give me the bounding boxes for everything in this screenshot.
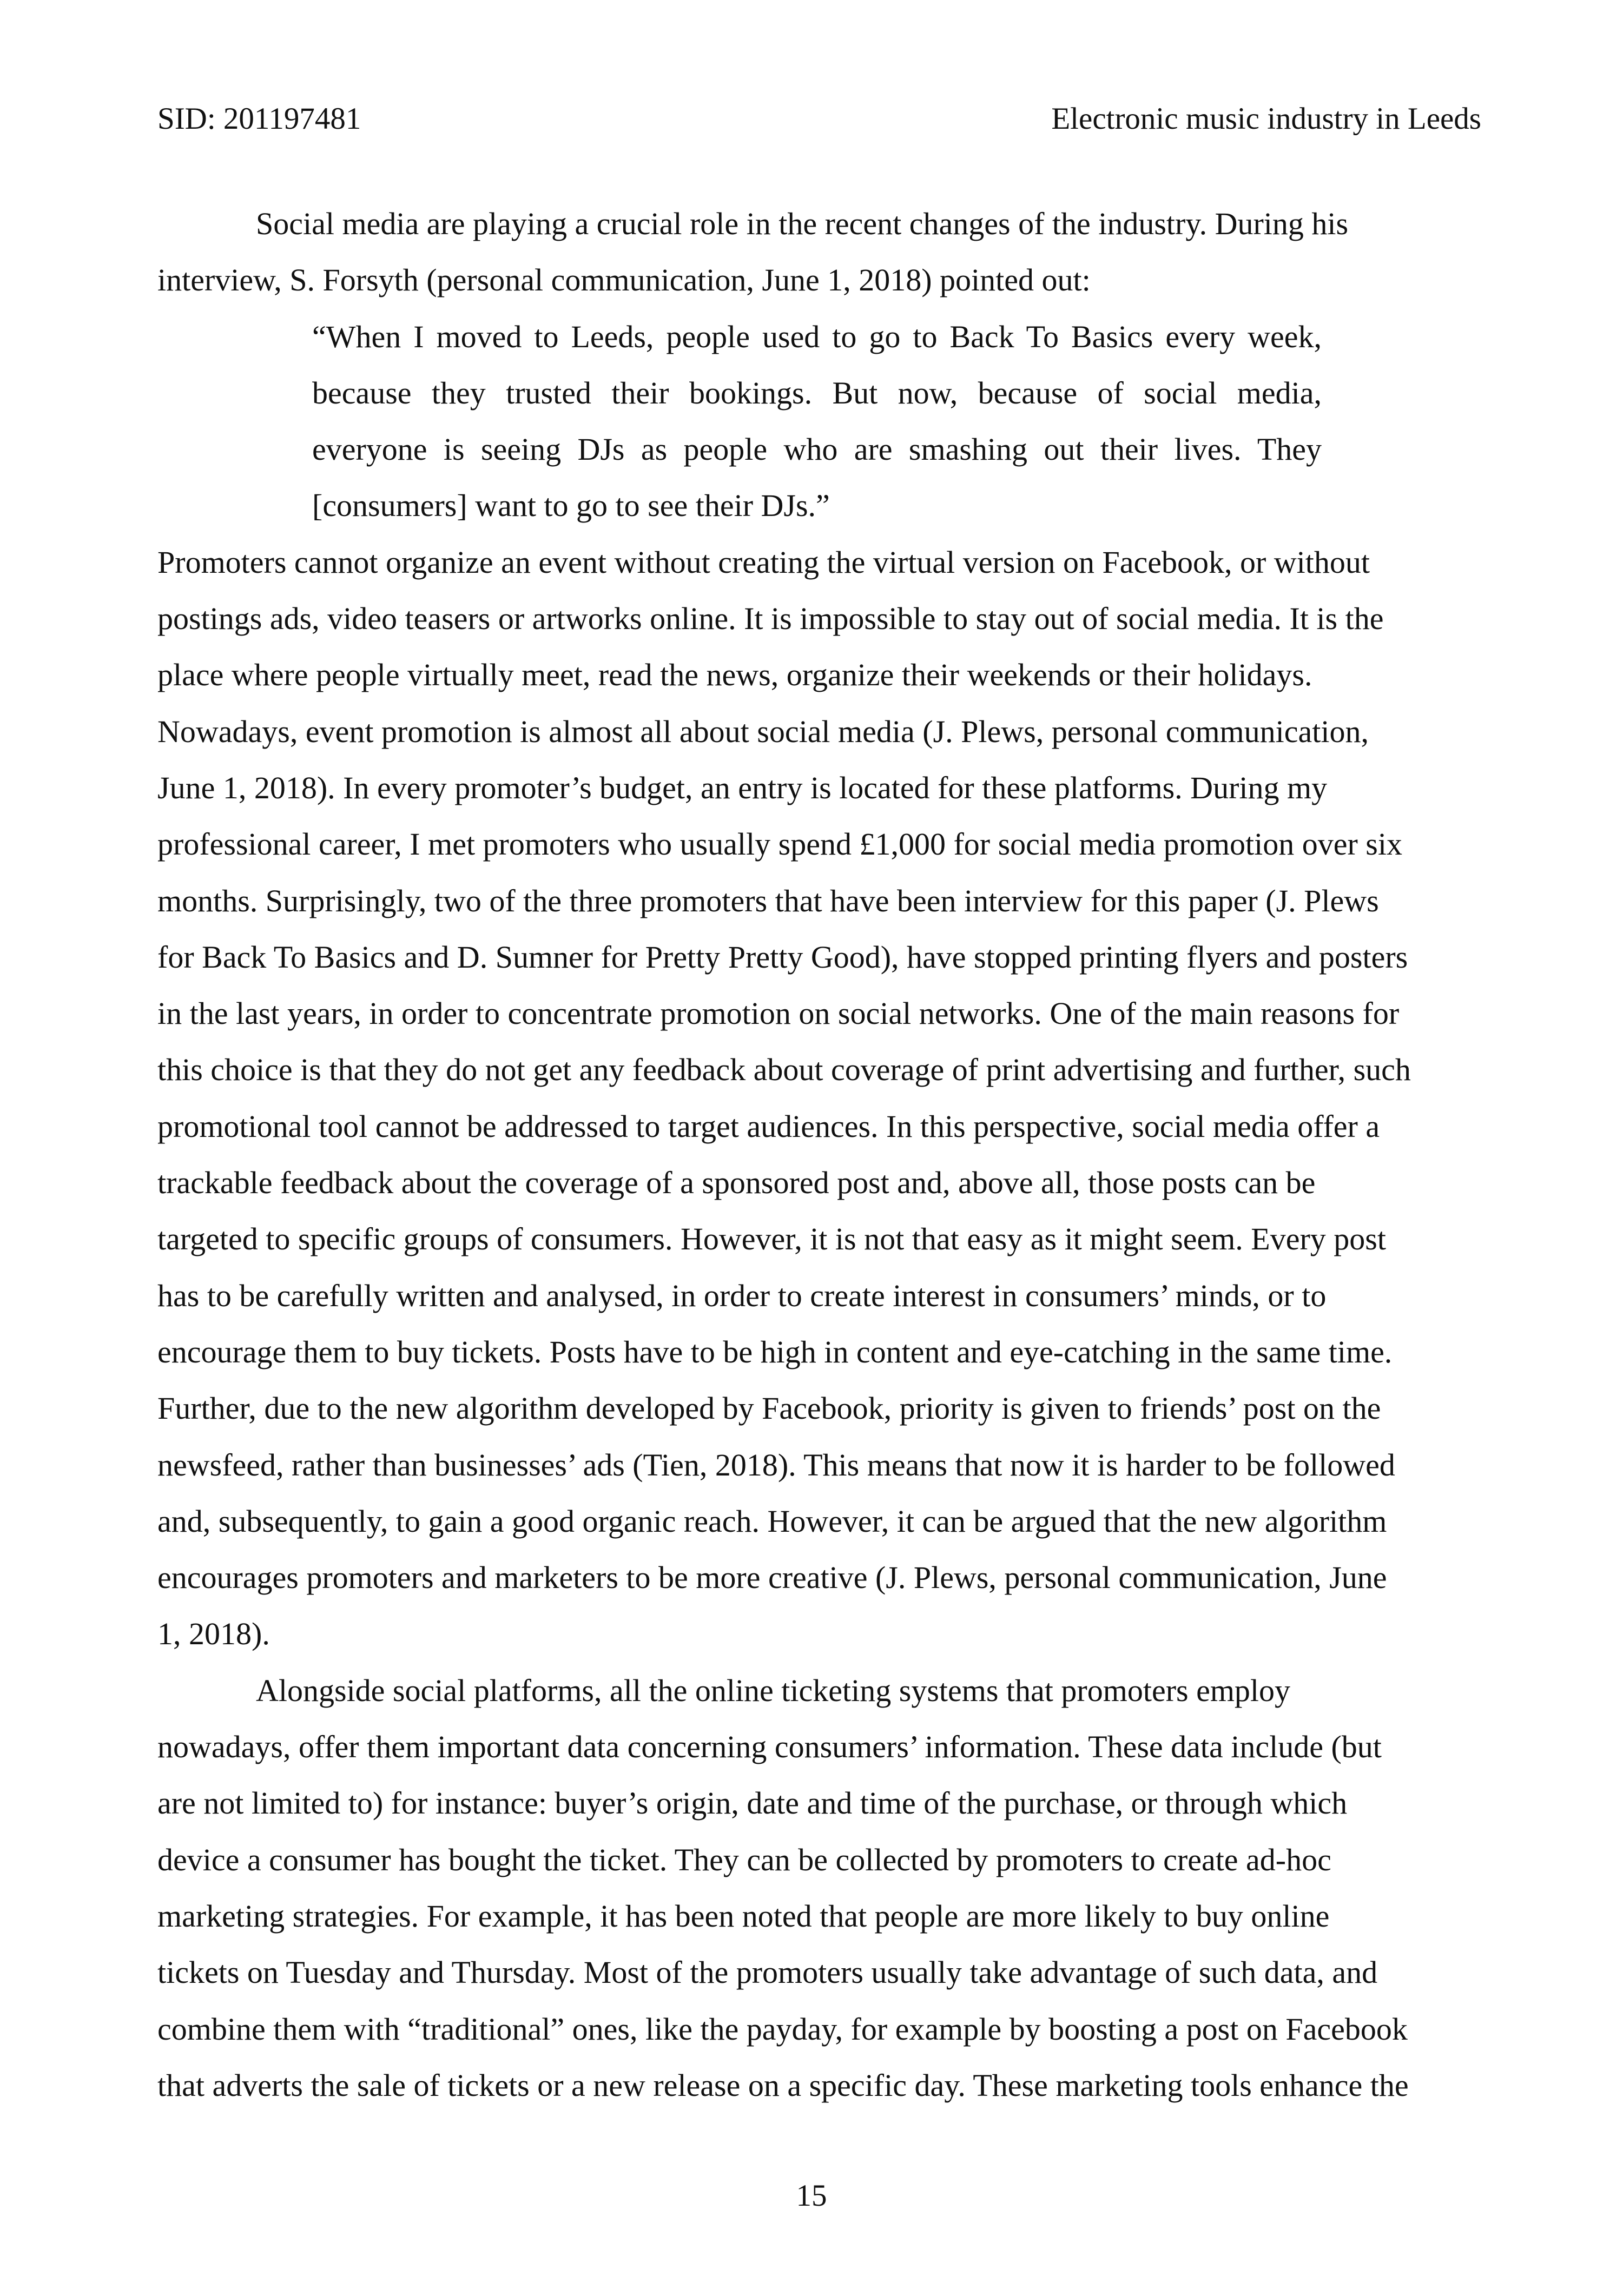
paragraph-line: 1, 2018). xyxy=(157,1616,270,1652)
paragraph-line: are not limited to) for instance: buyer’s origin, date and time of the purchase, or through which xyxy=(157,1785,1348,1821)
paragraph-line: trackable feedback about the coverage of a sponsored post and, above all, those posts can be xyxy=(157,1165,1316,1201)
paragraph-line: Nowadays, event promotion is almost all about social media (J. Plews, personal communication, xyxy=(157,713,1369,749)
paragraph-line: nowadays, offer them important data concerning consumers’ information. These data include (but xyxy=(157,1729,1382,1765)
body-text xyxy=(157,196,1481,2114)
paragraph-line: newsfeed, rather than businesses’ ads (Tien, 2018). This means that now it is harder to be followed xyxy=(157,1447,1395,1483)
paragraph-line: combine them with “traditional” ones, like the payday, for example by boosting a post on Facebook xyxy=(157,2011,1408,2047)
paragraph-line: promotional tool cannot be addressed to target audiences. In this perspective, social media offer a xyxy=(157,1108,1380,1144)
paragraph-line: Alongside social platforms, all the online ticketing systems that promoters employ xyxy=(256,1672,1291,1708)
paragraph-line: has to be carefully written and analysed, in order to create interest in consumers’ minds, or to xyxy=(157,1278,1327,1313)
paragraph-line: that adverts the sale of tickets or a new release on a specific day. These marketing tools enhance the xyxy=(157,2067,1409,2103)
quote-line: “When I moved to Leeds, people used to go to Back To Basics every week, xyxy=(312,319,1322,354)
paragraph-line: and, subsequently, to gain a good organic reach. However, it can be argued that the new algorithm xyxy=(157,1503,1387,1539)
paragraph-line: Social media are playing a crucial role in the recent changes of the industry. During his xyxy=(256,206,1349,241)
paragraph-line: encourages promoters and marketers to be more creative (J. Plews, personal communication, June xyxy=(157,1560,1387,1596)
paragraph-line: months. Surprisingly, two of the three promoters that have been interview for this paper (J. Plews xyxy=(157,883,1379,918)
paragraph-line: tickets on Tuesday and Thursday. Most of the promoters usually take advantage of such data, and xyxy=(157,1955,1378,1990)
running-title: Electronic music industry in Leeds xyxy=(1051,102,1481,136)
paragraph-line: Further, due to the new algorithm developed by Facebook, priority is given to friends’ post on the xyxy=(157,1391,1381,1426)
student-id: SID: 201197481 xyxy=(157,102,361,136)
quote-line: everyone is seeing DJs as people who are smashing out their lives. They xyxy=(312,432,1322,467)
paragraph-line: targeted to specific groups of consumers. However, it is not that easy as it might seem. Every post xyxy=(157,1221,1386,1257)
paragraph-line: marketing strategies. For example, it has been noted that people are more likely to buy online xyxy=(157,1898,1330,1934)
quote-line: [consumers] want to go to see their DJs.” xyxy=(312,488,830,524)
paragraph-line: place where people virtually meet, read the news, organize their weekends or their holidays. xyxy=(157,657,1312,693)
paragraph-line: in the last years, in order to concentrate promotion on social networks. One of the main reasons for xyxy=(157,996,1400,1031)
paragraph-line: encourage them to buy tickets. Posts have to be high in content and eye-catching in the same time. xyxy=(157,1334,1393,1369)
paragraph-line: Promoters cannot organize an event without creating the virtual version on Facebook, or without xyxy=(157,544,1370,580)
paragraph-line: professional career, I met promoters who usually spend £1,000 for social media promotion over six xyxy=(157,826,1402,862)
paragraph-line: device a consumer has bought the ticket. They can be collected by promoters to create ad-hoc xyxy=(157,1842,1331,1877)
paragraph-line: for Back To Basics and D. Sumner for Pretty Pretty Good), have stopped printing flyers and posters xyxy=(157,939,1408,975)
paragraph-line: this choice is that they do not get any feedback about coverage of print advertising and further, such xyxy=(157,1052,1411,1088)
quote-line: because they trusted their bookings. But now, because of social media, xyxy=(312,375,1322,411)
paragraph-line: interview, S. Forsyth (personal communication, June 1, 2018) pointed out: xyxy=(157,262,1091,298)
paragraph-line: postings ads, video teasers or artworks online. It is impossible to stay out of social media. It is the xyxy=(157,601,1384,637)
paragraph-line: June 1, 2018). In every promoter’s budget, an entry is located for these platforms. During my xyxy=(157,770,1328,805)
page-header xyxy=(157,97,1481,141)
page-number: 15 xyxy=(796,2179,827,2213)
